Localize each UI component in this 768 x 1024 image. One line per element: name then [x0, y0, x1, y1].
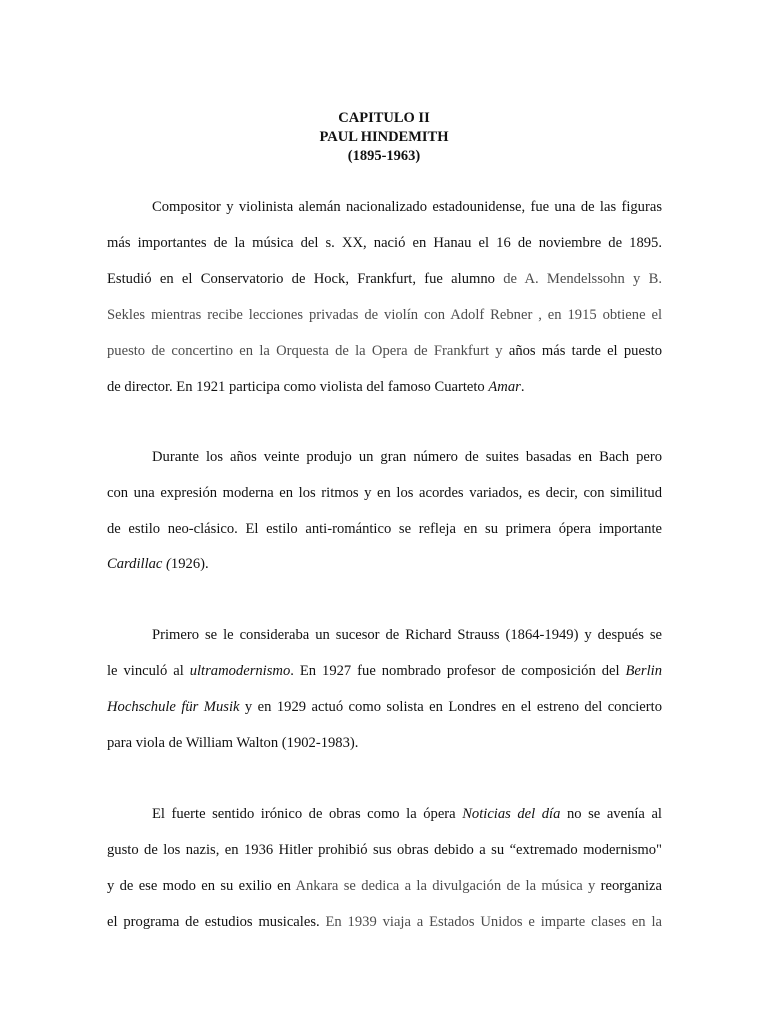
text-line: Estudió en el Conservatorio de Hock, Frankfurt, fue alumno de A. Mendelssohn y B. — [107, 271, 662, 287]
text-line: El fuerte sentido irónico de obras como la ópera Noticias del día no se avenía al — [152, 806, 662, 822]
text-line: Primero se le consideraba un sucesor de Richard Strauss (1864-1949) y después se — [152, 627, 662, 643]
text-line: y de ese modo en su exilio en Ankara se dedica a la divulgación de la música y reorganiza — [107, 878, 662, 894]
text-line: Durante los años veinte produjo un gran número de suites basadas en Bach pero — [152, 449, 662, 465]
amar-italic: Amar — [488, 379, 521, 395]
text-line: para viola de William Walton (1902-1983). — [107, 735, 359, 751]
text-line: Hochschule für Musik y en 1929 actuó como solista en Londres en el estreno del concierto — [107, 699, 662, 715]
chapter-heading: CAPITULO II — [338, 110, 430, 126]
text-line: le vinculó al ultramodernismo. En 1927 fue nombrado profesor de composición del Berlin — [107, 663, 662, 679]
text-line: Sekles mientras recibe lecciones privadas de violín con Adolf Rebner , en 1915 obtiene el — [107, 307, 662, 323]
text-line: el programa de estudios musicales. En 1939 viaja a Estados Unidos e imparte clases en la — [107, 914, 662, 930]
text-line: más importantes de la música del s. XX, nació en Hanau el 16 de noviembre de 1895. — [107, 235, 662, 251]
text-line: Cardillac (1926). — [107, 556, 209, 572]
text-line: puesto de concertino en la Orquesta de la Opera de Frankfurt y años más tarde el puesto — [107, 343, 662, 359]
composer-years-heading: (1895-1963) — [347, 148, 421, 164]
text-line: gusto de los nazis, en 1936 Hitler prohibió sus obras debido a su “extremado modernismo" — [107, 842, 662, 858]
text-line: con una expresión moderna en los ritmos y en los acordes variados, es decir, con similitud — [107, 485, 662, 501]
text-line: Compositor y violinista alemán nacionalizado estadounidense, fue una de las figuras — [152, 199, 662, 215]
composer-name-heading: PAUL HINDEMITH — [319, 129, 449, 145]
text-line: de director. En 1921 participa como violista del famoso Cuarteto Amar. — [107, 379, 525, 395]
text-line: de estilo neo-clásico. El estilo anti-romántico se refleja en su primera ópera importante — [107, 521, 662, 537]
